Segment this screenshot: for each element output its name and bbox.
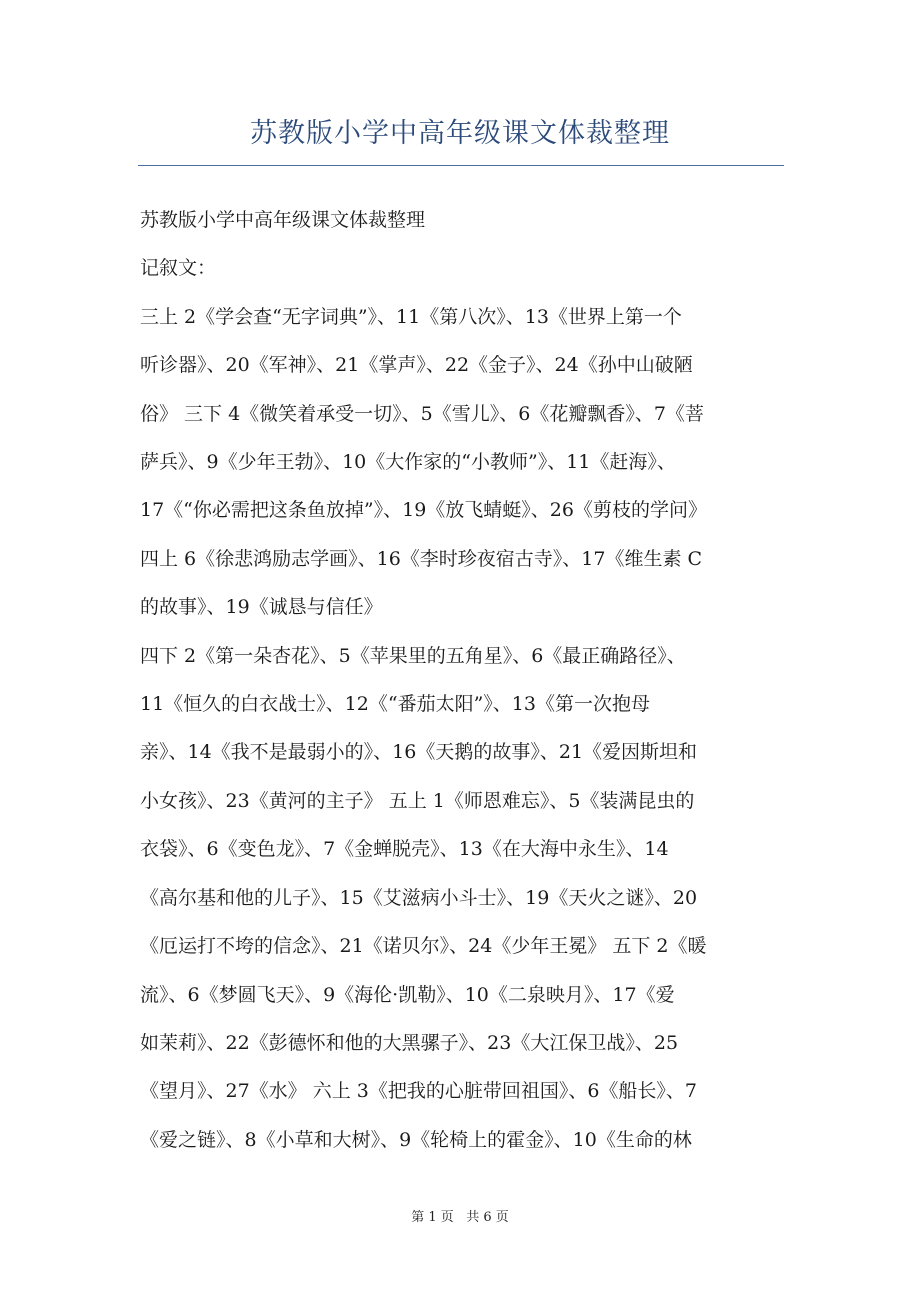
body-line: 听诊器》、20《军神》、21《掌声》、22《金子》、24《孙中山破陋 [140, 354, 693, 377]
body-line: 衣袋》、6《变色龙》、7《金蝉脱壳》、13《在大海中永生》、14 [140, 838, 669, 861]
document-body [140, 196, 790, 1164]
body-line: 小女孩》、23《黄河的主子》 五上 1《师恩难忘》、5《装满昆虫的 [140, 789, 695, 812]
page-number-footer: 第 1 页 共 6 页 [411, 1210, 509, 1225]
body-line: 流》、6《梦圆飞天》、9《海伦·凯勒》、10《二泉映月》、17《爱 [140, 983, 675, 1006]
body-line: 四上 6《徐悲鸿励志学画》、16《李时珍夜宿古寺》、17《维生素 C [140, 547, 703, 570]
body-line: 《厄运打不垮的信念》、21《诺贝尔》、24《少年王冕》 五下 2《暖 [140, 935, 707, 958]
body-line: 苏教版小学中高年级课文体裁整理 [140, 209, 426, 231]
body-line: 亲》、14《我不是最弱小的》、16《天鹅的故事》、21《爱因斯坦和 [140, 741, 698, 764]
body-line: 四下 2《第一朵杏花》、5《苹果里的五角星》、6《最正确路径》、 [140, 644, 686, 667]
body-line: 俗》 三下 4《微笑着承受一切》、5《雪儿》、6《花瓣飘香》、7《菩 [140, 402, 704, 425]
body-line: 三上 2《学会查“无字词典”》、11《第八次》、13《世界上第一个 [140, 305, 682, 328]
page-title: 苏教版小学中高年级课文体裁整理 [250, 118, 670, 149]
body-line: 17《“你必需把这条鱼放掉”》、19《放飞蜻蜓》、26《剪枝的学问》 [140, 499, 707, 522]
body-line: 《望月》、27《水》 六上 3《把我的心脏带回祖国》、6《船长》、7 [140, 1080, 698, 1103]
body-line: 如茉莉》、22《彭德怀和他的大黑骡子》、23《大江保卫战》、25 [140, 1031, 679, 1054]
body-line: 的故事》、19《诚恳与信任》 [140, 596, 383, 619]
body-line: 《爱之链》、8《小草和大树》、9《轮椅上的霍金》、10《生命的林 [140, 1128, 692, 1151]
body-line: 记叙文： [140, 257, 217, 280]
title-divider [138, 165, 784, 166]
body-line: 11《恒久的白衣战士》、12《“番茄太阳”》、13《第一次抱母 [140, 693, 650, 716]
body-line: 《高尔基和他的儿子》、15《艾滋病小斗士》、19《天火之谜》、20 [140, 886, 698, 909]
body-line: 萨兵》、9《少年王勃》、10《大作家的“小教师”》、11《赶海》、 [140, 451, 676, 474]
